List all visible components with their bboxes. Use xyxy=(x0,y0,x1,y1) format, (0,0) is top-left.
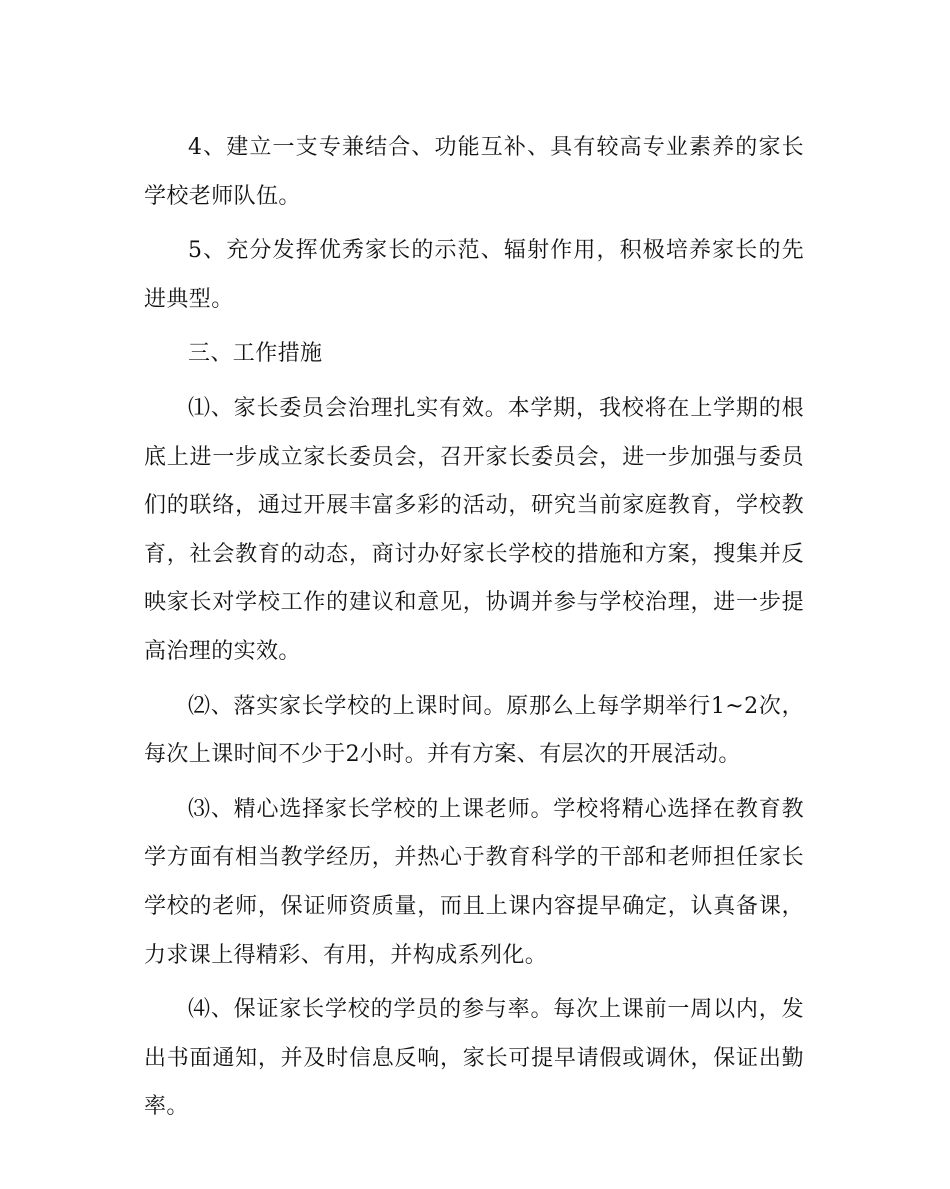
paragraph-measure-1: ⑴、家长委员会治理扎实有效。本学期，我校将在上学期的根底上进一步成立家长委员会，召开家长委员会，进一步加强与委员们的联络，通过开展丰富多彩的活动，研究当前家庭教育，学校教育，社会教育的动态，商讨办好家长学校的措施和方案，搜集并反映家长对学校工作的建议和意见，协调并参与学校治理，进一步提高治理的实效。 xyxy=(144,395,804,664)
paragraph-measure-4: ⑷、保证家长学校的学员的参与率。每次上课前一周以内，发出书面通知，并及时信息反响，家长可提早请假或调休，保证出勤率。 xyxy=(144,997,804,1120)
paragraph-measure-3: ⑶、精心选择家长学校的上课老师。学校将精心选择在教育教学方面有相当教学经历，并热心于教育科学的干部和老师担任家长学校的老师，保证师资质量，而且上课内容提早确定，认真备课，力求课上得精彩、有用，并构成系列化。 xyxy=(144,796,804,968)
paragraph-goal-5: 5、充分发挥优秀家长的示范、辐射作用，积极培养家长的先进典型。 xyxy=(144,238,804,312)
paragraph-measure-2: ⑵、落实家长学校的上课时间。原那么上每学期举行1~2次，每次上课时间不少于2小时。并有方案、有层次的开展活动。 xyxy=(144,693,804,768)
paragraph-goal-4: 4、建立一支专兼结合、功能互补、具有较高专业素养的家长学校老师队伍。 xyxy=(144,135,804,209)
section-heading-measures: 三、工作措施 xyxy=(188,341,323,367)
document-body xyxy=(144,124,804,1138)
